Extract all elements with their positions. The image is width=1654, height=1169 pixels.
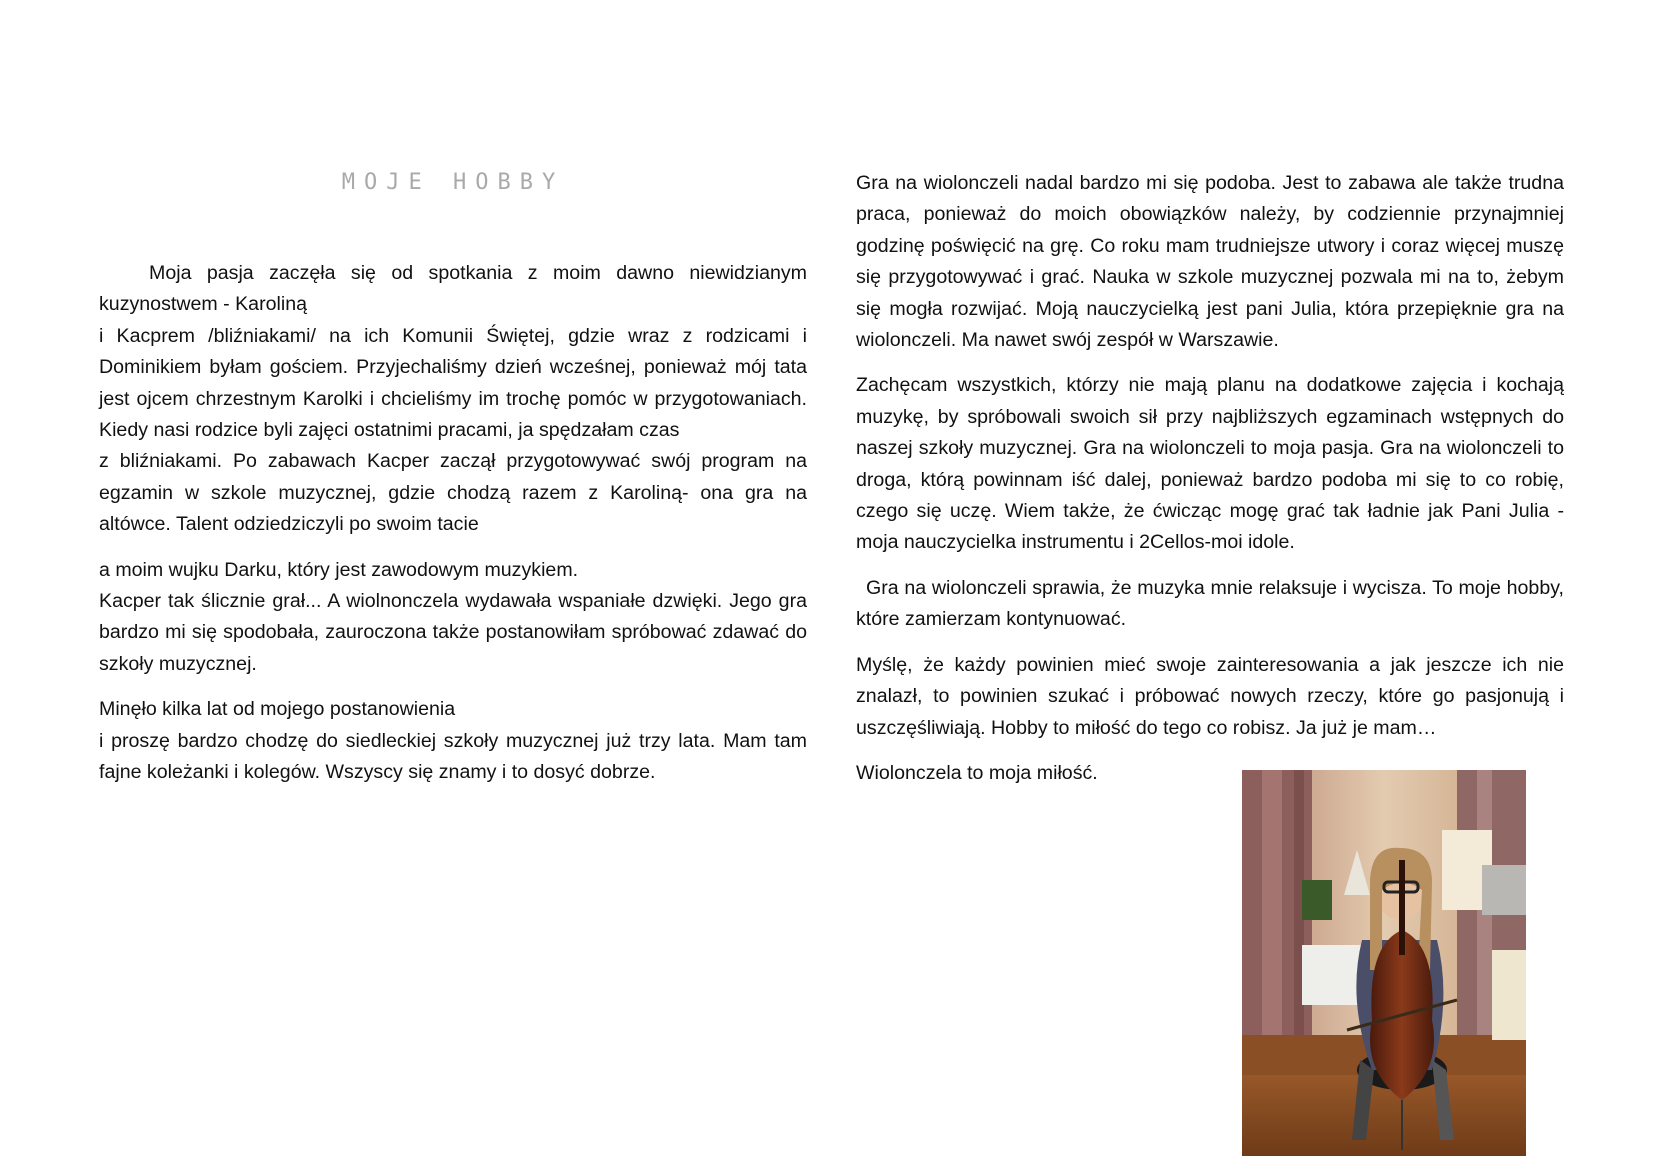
paragraph: a moim wujku Darku, który jest zawodowym muzykiem. xyxy=(99,558,579,581)
paragraph: Minęło kilka lat od mojego postanowienia xyxy=(99,698,456,721)
paragraph: z bliźniakami. Po zabawach Kacper zaczął przygotowywać swój program na egzamin w szkole muzycznej, gdzie chodzą razem z Karoliną- ona gra na altówce. Talent odziedziczyli po swoim tacie xyxy=(99,450,807,536)
paragraph: Gra na wiolonczeli sprawia, że muzyka mnie relaksuje i wycisza. To moje hobby, które zamierzam kontynuować. xyxy=(856,576,1564,631)
left-column xyxy=(99,258,807,789)
paragraph: i Kacprem /bliźniakami/ na ich Komunii Świętej, gdzie wraz z rodzicami i Dominikiem byłam gościem. Przyjechaliśmy dzień wcześnej, ponieważ mój tata jest ojcem chrzestnym Karolki i chcieliśmy im trochę pomóc w przygotowaniach. Kiedy nasi rodzice byli zajęci ostatnimi pracami, ja spędzałam czas xyxy=(99,324,807,442)
right-column xyxy=(856,168,1564,789)
paragraph: Zachęcam wszystkich, którzy nie mają planu na dodatkowe zajęcia i kochają muzykę, by spróbowali swoich sił przy najbliższych egzaminach wstępnych do naszej szkoły muzycznej. Gra na wiolonczeli to moja pasja. Gra na wiolonczeli to droga, którą powinnam iść dalej, ponieważ bardzo podoba mi się to co robię, czego się uczę. Wiem także, że ćwicząc mogę grać tak ładnie jak Pani Julia -moja nauczycielka instrumentu i 2Cellos-moi idole. xyxy=(856,374,1564,554)
page-title: MOJE HOBBY xyxy=(341,170,565,195)
paragraph: Moja pasja zaczęła się od spotkania z moim dawno niewidzianym kuzynostwem - Karoliną xyxy=(99,262,807,316)
paragraph: i proszę bardzo chodzę do siedleckiej szkoły muzycznej już trzy lata. Mam tam fajne koleżanki i kolegów. Wszyscy się znamy i to dosyć dobrze. xyxy=(99,729,807,784)
paragraph: Myślę, że każdy powinien mieć swoje zainteresowania a jak jeszcze ich nie znalazł, to powinien szukać i próbować nowych rzeczy, które go pasjonują i uszczęśliwiają. Hobby to miłość do tego co robisz. Ja już je mam… xyxy=(856,653,1564,739)
paragraph: Wiolonczela to moja miłość. xyxy=(856,761,1098,784)
paragraph: Gra na wiolonczeli nadal bardzo mi się podoba. Jest to zabawa ale także trudna praca, ponieważ do moich obowiązków należy, by codziennie przynajmniej godzinę poświęcić na grę. Co roku mam trudniejsze utwory i coraz więcej muszę się przygotowywać i grać. Nauka w szkole muzycznej pozwala mi na to, żebym się mogła rozwijać. Moją nauczycielką jest pani Julia, która przepięknie gra na wiolonczeli. Ma nawet swój zespół w Warszawie. xyxy=(856,172,1564,352)
paragraph: Kacper tak ślicznie grał... A wiolnonczela wydawała wspaniałe dzwięki. Jego gra bardzo mi się spodobała, zauroczona także postanowiłam spróbować zdawać do szkoły muzycznej. xyxy=(99,590,807,675)
cello-player-photo xyxy=(1242,770,1526,1156)
